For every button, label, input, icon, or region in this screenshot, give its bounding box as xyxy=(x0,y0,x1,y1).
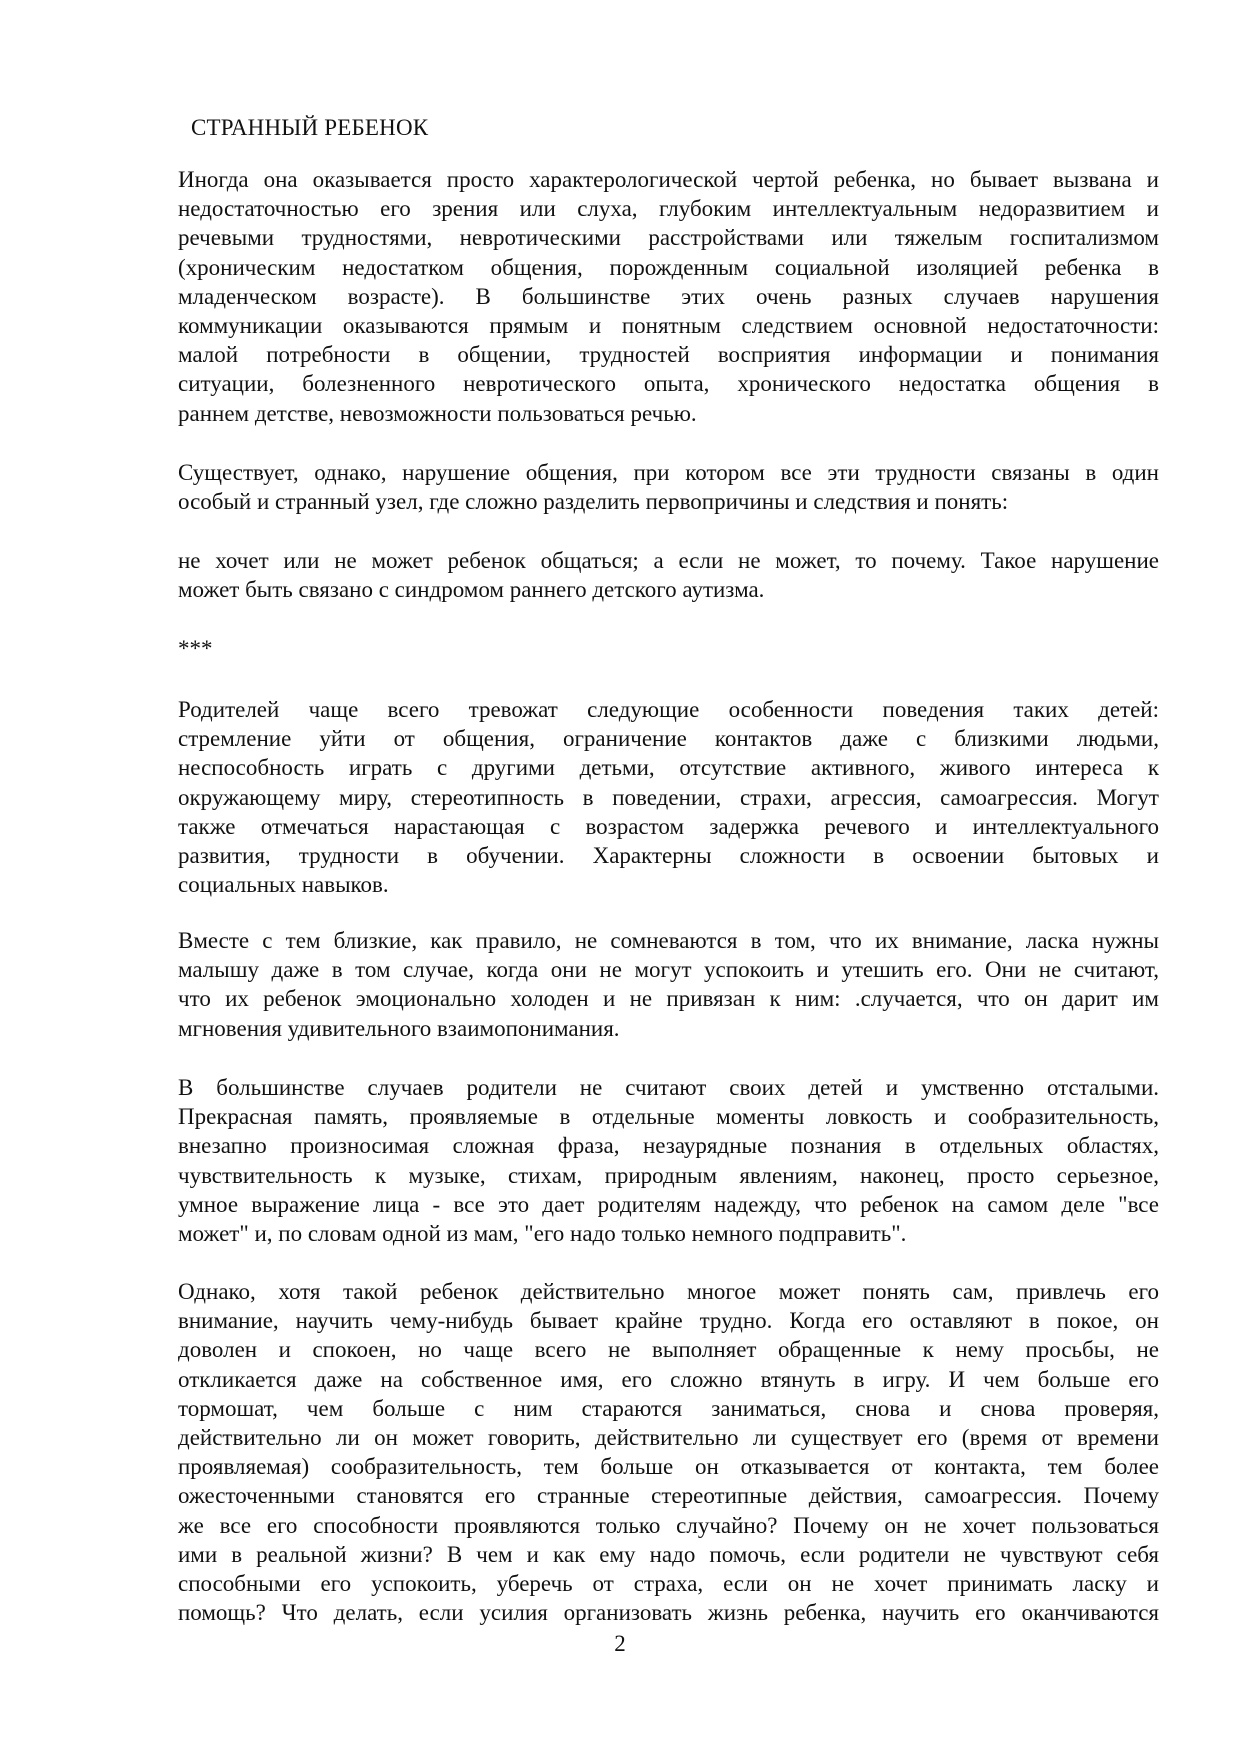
text-line: ситуации, болезненного невротического опыта, хронического недостатка общения в xyxy=(178,371,1159,397)
text-line: может быть связано с синдромом раннего детского аутизма. xyxy=(178,577,765,603)
page-title: СТРАННЫЙ РЕБЕНОК xyxy=(191,115,429,140)
text-line: действительно ли он может говорить, действительно ли существует его (время от времени xyxy=(178,1425,1159,1451)
text-line: неспособность играть с другими детьми, отсутствие активного, живого интереса к xyxy=(178,755,1159,781)
paragraph-7 xyxy=(178,1277,1159,1627)
text-line: развития, трудности в обучении. Характерны сложности в освоении бытовых и xyxy=(178,843,1159,869)
text-line: Существует, однако, нарушение общения, при котором все эти трудности связаны в один xyxy=(178,460,1159,485)
text-line: Родителей чаще всего тревожат следующие особенности поведения таких детей: xyxy=(178,697,1159,722)
text-line: Вместе с тем близкие, как правило, не сомневаются в том, что их внимание, ласка нужны xyxy=(178,928,1159,953)
text-line: также отмечаться нарастающая с возрастом задержка речевого и интеллектуального xyxy=(178,813,1159,839)
text-line: социальных навыков. xyxy=(178,872,389,898)
paragraph-3 xyxy=(178,546,1159,604)
text-line: внезапно произносимая сложная фраза, незаурядные познания в отдельных областях, xyxy=(178,1133,1159,1159)
text-line: речевыми трудностями, невротическими расстройствами или тяжелым госпитализмом xyxy=(178,225,1159,251)
text-line: ожесточенными становятся его странные стереотипные действия, самоагрессия. Почему xyxy=(178,1483,1159,1509)
text-line: не хочет или не может ребенок общаться; а если не может, то почему. Такое нарушение xyxy=(178,548,1159,573)
text-line: же все его способности проявляются только случайно? Почему он не хочет пользоваться xyxy=(178,1512,1159,1538)
paragraph-1 xyxy=(178,165,1159,428)
text-line: помощь? Что делать, если усилия организовать жизнь ребенка, научить его оканчиваются xyxy=(178,1600,1159,1626)
text-line: откликается даже на собственное имя, его сложно втянуть в игру. И чем больше его xyxy=(178,1366,1159,1392)
paragraph-4 xyxy=(178,695,1159,899)
text-line: может" и, по словам одной из мам, "его надо только немного подправить". xyxy=(178,1221,907,1247)
text-line: недостаточностью его зрения или слуха, глубоким интеллектуальным недоразвитием и xyxy=(178,196,1159,222)
text-line: раннем детстве, невозможности пользоваться речью. xyxy=(178,400,697,426)
text-line: умное выражение лица - все это дает родителям надежду, что ребенок на самом деле "все xyxy=(178,1191,1159,1217)
text-line: чувствительность к музыке, стихам, природным явлениям, наконец, просто серьезное, xyxy=(178,1162,1159,1188)
section-separator: *** xyxy=(178,636,213,661)
paragraph-6 xyxy=(178,1073,1159,1248)
text-line: Прекрасная память, проявляемые в отдельные моменты ловкость и сообразительность, xyxy=(178,1104,1159,1130)
text-line: коммуникации оказываются прямым и понятным следствием основной недостаточности: xyxy=(178,313,1159,339)
text-line: внимание, научить чему-нибудь бывает крайне трудно. Когда его оставляют в покое, он xyxy=(178,1308,1159,1334)
text-line: стремление уйти от общения, ограничение контактов даже с близкими людьми, xyxy=(178,726,1159,752)
text-line: младенческом возрасте). В большинстве этих очень разных случаев нарушения xyxy=(178,283,1159,309)
text-line: В большинстве случаев родители не считают своих детей и умственно отсталыми. xyxy=(178,1075,1159,1100)
paragraph-5 xyxy=(178,926,1159,1043)
text-line: способными его успокоить, уберечь от страха, если он не хочет принимать ласку и xyxy=(178,1571,1159,1597)
text-line: окружающему миру, стереотипность в поведении, страхи, агрессия, самоагрессия. Могут xyxy=(178,784,1159,810)
text-line: особый и странный узел, где сложно разделить первопричины и следствия и понять: xyxy=(178,489,1009,515)
text-line: малышу даже в том случае, когда они не могут успокоить и утешить его. Они не считают, xyxy=(178,957,1159,983)
paragraph-2 xyxy=(178,458,1159,516)
text-line: проявляемая) сообразительность, тем больше он отказывается от контакта, тем более xyxy=(178,1454,1159,1480)
text-line: доволен и спокоен, но чаще всего не выполняет обращенные к нему просьбы, не xyxy=(178,1337,1159,1363)
text-line: тормошат, чем больше с ним стараются заниматься, снова и снова проверяя, xyxy=(178,1395,1159,1421)
text-line: (хроническим недостатком общения, порожденным социальной изоляцией ребенка в xyxy=(178,254,1159,280)
text-line: что их ребенок эмоционально холоден и не привязан к ним: .случается, что он дарит им xyxy=(178,986,1159,1012)
text-line: Однако, хотя такой ребенок действительно многое может понять сам, привлечь его xyxy=(178,1279,1159,1304)
text-line: ими в реальной жизни? В чем и как ему надо помочь, если родители не чувствуют себя xyxy=(178,1541,1159,1567)
text-line: малой потребности в общении, трудностей восприятия информации и понимания xyxy=(178,342,1159,368)
text-line: мгновения удивительного взаимопонимания. xyxy=(178,1015,620,1041)
text-line: Иногда она оказывается просто характерологической чертой ребенка, но бывает вызвана и xyxy=(178,167,1159,192)
page-number: 2 xyxy=(614,1631,626,1656)
